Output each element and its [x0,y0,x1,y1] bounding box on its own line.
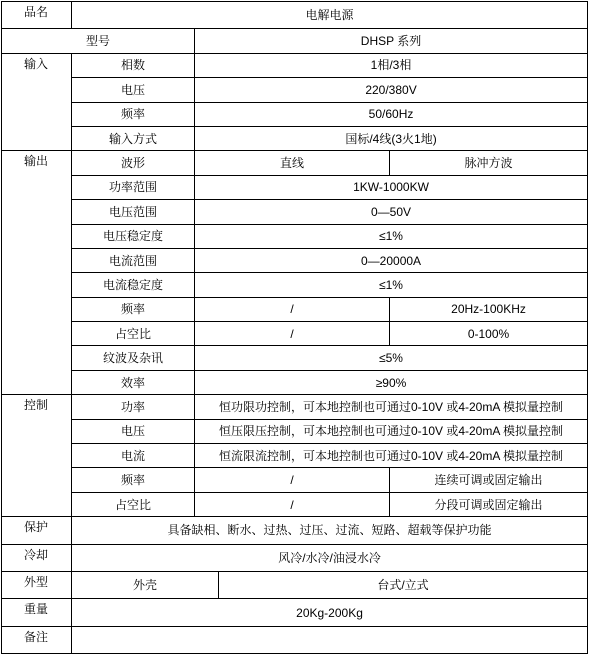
output-ripple-label: 纹波及杂讯 [72,346,195,370]
cooling-value: 风冷/水冷/油浸水冷 [72,544,588,571]
control-frequency-label: 频率 [72,468,195,492]
output-section-label: 输出 [2,151,72,395]
input-phase-value: 1相/3相 [195,53,588,77]
control-current-label: 电流 [72,444,195,468]
cooling-label: 冷却 [2,544,72,571]
input-row [2,53,588,77]
output-duty-cycle-pulse: 0-100% [390,322,588,346]
output-voltage-stability-value: ≤1% [195,224,588,248]
appearance-value: 台式/立式 [219,571,588,598]
appearance-sub-label: 外壳 [72,571,219,598]
output-row [2,322,588,346]
output-waveform-label: 波形 [72,151,195,175]
output-efficiency-value: ≥90% [195,370,588,394]
output-row [2,224,588,248]
output-voltage-range-label: 电压范围 [72,200,195,224]
protection-label: 保护 [2,517,72,544]
control-duty-cycle-label: 占空比 [72,492,195,516]
output-row [2,248,588,272]
output-duty-cycle-dc: / [195,322,390,346]
input-row [2,78,588,102]
control-row [2,444,588,468]
output-frequency-dc: / [195,297,390,321]
output-current-stability-label: 电流稳定度 [72,273,195,297]
output-voltage-stability-label: 电压稳定度 [72,224,195,248]
input-voltage-value: 220/380V [195,78,588,102]
input-row [2,102,588,126]
control-voltage-value: 恒压限压控制，可本地控制也可通过0-10V 或4-20mA 模拟量控制 [195,419,588,443]
input-section-label: 输入 [2,53,72,151]
output-row [2,370,588,394]
output-power-range-value: 1KW-1000KW [195,175,588,199]
control-duty-cycle-pulse: 分段可调或固定输出 [390,492,588,516]
input-frequency-label: 频率 [72,102,195,126]
output-row [2,346,588,370]
cooling-row [2,544,588,571]
appearance-row [2,571,588,598]
output-current-stability-value: ≤1% [195,273,588,297]
weight-row [2,599,588,626]
product-name-row [2,2,588,29]
control-power-label: 功率 [72,395,195,419]
control-frequency-dc: / [195,468,390,492]
protection-value: 具备缺相、断水、过热、过压、过流、短路、超载等保护功能 [72,517,588,544]
remarks-value [72,626,588,653]
control-row [2,419,588,443]
product-name-value: 电解电源 [72,2,588,29]
control-duty-cycle-dc: / [195,492,390,516]
control-row [2,468,588,492]
control-voltage-label: 电压 [72,419,195,443]
output-frequency-pulse: 20Hz-100KHz [390,297,588,321]
output-efficiency-label: 效率 [72,370,195,394]
control-row [2,395,588,419]
output-current-range-value: 0—20000A [195,248,588,272]
output-row [2,297,588,321]
remarks-label: 备注 [2,626,72,653]
input-row [2,126,588,150]
control-row [2,492,588,516]
spec-table [1,1,588,654]
input-method-label: 输入方式 [72,126,195,150]
output-voltage-range-value: 0—50V [195,200,588,224]
control-section-label: 控制 [2,395,72,517]
output-waveform-pulse: 脉冲方波 [390,151,588,175]
input-frequency-value: 50/60Hz [195,102,588,126]
weight-value: 20Kg-200Kg [72,599,588,626]
remarks-row [2,626,588,653]
model-label: 型号 [2,29,195,53]
model-value: DHSP 系列 [195,29,588,53]
output-frequency-label: 频率 [72,297,195,321]
output-ripple-value: ≤5% [195,346,588,370]
output-row [2,200,588,224]
output-row [2,151,588,175]
output-duty-cycle-label: 占空比 [72,322,195,346]
output-power-range-label: 功率范围 [72,175,195,199]
output-row [2,273,588,297]
control-frequency-pulse: 连续可调或固定输出 [390,468,588,492]
weight-label: 重量 [2,599,72,626]
input-voltage-label: 电压 [72,78,195,102]
control-power-value: 恒功限功控制，可本地控制也可通过0-10V 或4-20mA 模拟量控制 [195,395,588,419]
input-phase-label: 相数 [72,53,195,77]
output-current-range-label: 电流范围 [72,248,195,272]
protection-row [2,517,588,544]
input-method-value: 国标/4线(3火1地) [195,126,588,150]
control-current-value: 恒流限流控制，可本地控制也可通过0-10V 或4-20mA 模拟量控制 [195,444,588,468]
model-row [2,29,588,53]
output-waveform-dc: 直线 [195,151,390,175]
output-row [2,175,588,199]
product-name-label: 品名 [2,2,72,29]
appearance-label: 外型 [2,571,72,598]
